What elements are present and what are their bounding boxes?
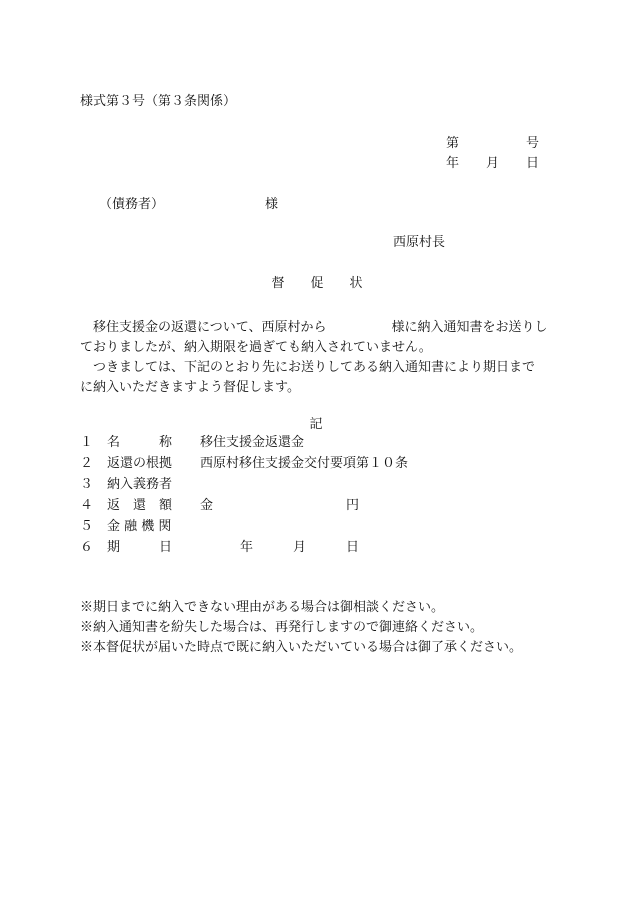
item-number: ３ — [80, 477, 94, 492]
item-value: 移住支援金返還金 — [200, 435, 305, 450]
debtor-honorific: 様 — [265, 197, 279, 212]
item-label: 返 還 額 — [107, 498, 173, 513]
document-number-label: 第 — [446, 136, 460, 151]
note-item: ※期日までに納入できない理由がある場合は御相談ください。 — [80, 600, 445, 615]
item-number: ２ — [80, 456, 94, 471]
ki-heading: 記 — [309, 417, 323, 432]
date-day-label: 日 — [526, 156, 540, 171]
list-item — [80, 499, 550, 519]
item-label: 期 日 — [107, 540, 173, 555]
document-title: 督 促 状 — [271, 276, 363, 291]
body-line-4: に納入いただきますよう督促します。 — [80, 380, 300, 395]
date-year-label: 年 — [446, 156, 460, 171]
list-item — [80, 520, 550, 540]
document-number-suffix: 号 — [526, 136, 540, 151]
debtor-label: （債務者） — [99, 197, 165, 212]
item-number: ４ — [80, 498, 94, 513]
item-label: 返還の根拠 — [107, 456, 173, 471]
note-item: ※納入通知書を紛失した場合は、再発行しますので御連絡ください。 — [80, 620, 484, 635]
item-number: １ — [80, 435, 94, 450]
item-value: 金 — [200, 498, 214, 513]
form-number: 様式第３号（第３条関係） — [80, 94, 237, 109]
issuer-name: 西原村長 — [393, 235, 446, 250]
item-label: 納入義務者 — [107, 477, 173, 492]
item-unit: 円 — [346, 498, 360, 513]
date-month-label: 月 — [486, 156, 500, 171]
notes — [80, 598, 580, 658]
body-text — [80, 318, 552, 398]
item-number: ５ — [80, 519, 94, 534]
body-line-3: つきましては、下記のとおり先にお送りしてある納入通知書により期日まで — [93, 360, 536, 375]
list-item — [80, 457, 550, 477]
item-label: 名 称 — [107, 435, 173, 450]
note-item: ※本督促状が届いた時点で既に納入いただいている場合は御了承ください。 — [80, 640, 523, 655]
list-item — [80, 436, 550, 456]
list-item — [80, 541, 550, 561]
item-value: 西原村移住支援金交付要項第１０条 — [200, 456, 409, 471]
item-day-label: 日 — [346, 540, 360, 555]
item-year-label: 年 — [240, 540, 254, 555]
item-month-label: 月 — [293, 540, 307, 555]
list-item — [80, 478, 550, 498]
body-line-2: ておりましたが、納入期限を過ぎても納入されていません。 — [80, 340, 432, 355]
item-label: 金 融 機 関 — [107, 519, 172, 534]
item-number: ６ — [80, 540, 94, 555]
body-line-1: 移住支援金の返還について、西原村から 様に納入通知書をお送りし — [93, 320, 548, 335]
